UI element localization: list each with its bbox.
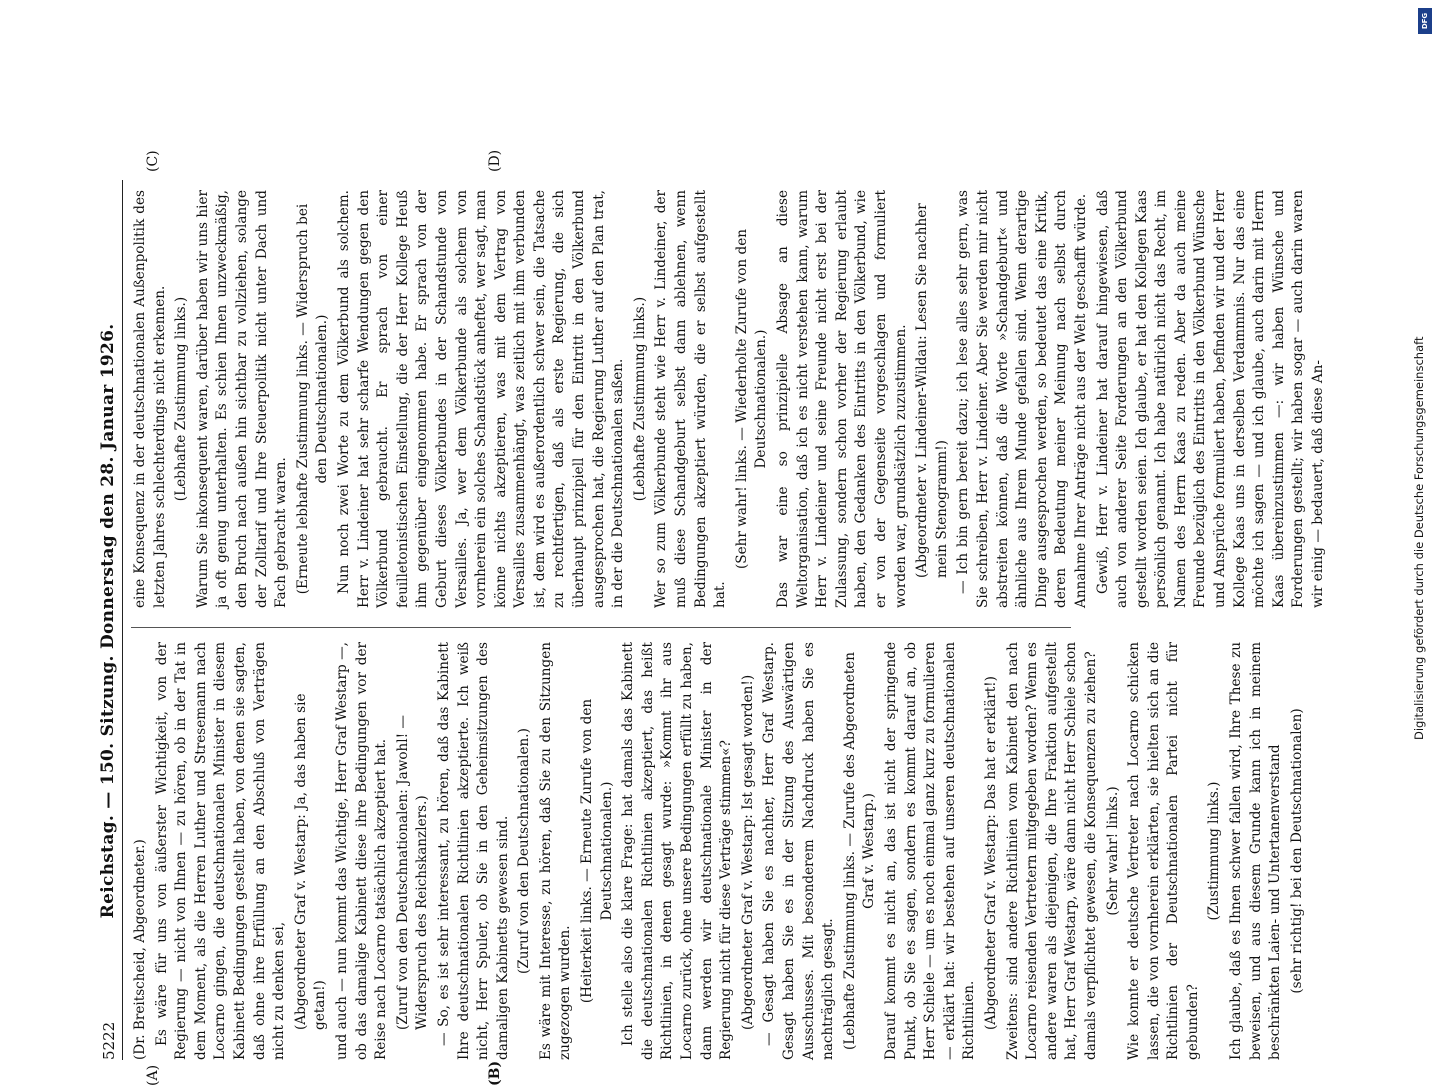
- left-column-paragraph: Es wäre für uns von äußerster Wichtigkeit, von der Regierung — nicht von Ihnen — zu hören, ob in der Tat in dem Moment, als die Herren Luther und Stresemann nach Locarno gingen, die deutschnationalen Minister in diesem Kabinett Bedingungen gestellt haben, von denen sie sagten, daß ohne ihre Erfüllung an den Abschluß von Verträgen nicht zu denken sei,: [153, 642, 288, 1060]
- left-column-paragraph: (sehr richtig! bei den Deutschnationalen): [1288, 708, 1305, 994]
- dfg-logo-text: DFG: [1421, 12, 1429, 30]
- margin-mark-c: (C): [145, 150, 161, 172]
- left-column-paragraph: Wie konnte er deutsche Vertreter nach Locarno schicken lassen, die von vornherein erklärten, sie hielten sich an die Richtlinien der Deutschnationalen Partei nicht für gebunden?: [1126, 642, 1201, 1060]
- right-column-paragraph: (Erneute lebhafte Zustimmung links. — Widerspruch bei den Deutschnationalen.): [294, 203, 331, 595]
- right-column-paragraph: (Abgeordneter v. Lindeiner-Wildau: Lesen Sie nachher mein Stenogramm!): [914, 203, 950, 578]
- left-column-paragraph: Darauf kommt es nicht an, das ist nicht der springende Punkt, ob Sie es sagen, sondern es kommt darauf an, ob Herr Schiele — um es noch einmal ganz kurz zu formulieren — erklärt hat: wir bestehen auf unseren deutschnationalen Richtlinien.: [882, 642, 978, 1060]
- left-column-paragraph: Zweitens: sind andere Richtlinien vom Kabinett den nach Locarno reisenden Vertretern mitgegeben worden? Wenn es andere waren als diejenigen, die Ihre Fraktion aufgestellt hat, Herr Graf Westarp, wäre dann nicht Herr Schiele schon damals verpflichtet gewesen, die Konsequenzen zu ziehen?: [1004, 642, 1099, 1060]
- margin-mark-b: (B): [487, 1060, 503, 1086]
- left-column-paragraph: Ich stelle also die klare Frage: hat damals das Kabinett die deutschnationalen Richtlinien akzeptiert, das heißt Richtlinien, in denen gesagt wurde: »Kommt ihr aus Locarno zurück, ohne unsere Bedingungen erfüllt zu haben, dann werden wir deutschnationale Minister in der Regierung nicht für diese Verträge stimmen«?: [620, 642, 735, 1060]
- page-header: [85, 180, 123, 1060]
- credit-text: Digitalisierung gefördert durch die Deutsche Forschungsgemeinschaft: [1412, 336, 1426, 740]
- page-title: Reichstag. — 150. Sitzung. Donnerstag den 28. Januar 1926.: [98, 323, 118, 919]
- column-divider: [131, 627, 1071, 628]
- left-column: [131, 642, 1305, 1060]
- right-column-paragraph: (Lebhafte Zustimmung links.): [173, 296, 190, 502]
- margin-mark-a: (A): [145, 1064, 161, 1086]
- margin-mark-d: (D): [487, 149, 503, 172]
- left-column-paragraph: (Abgeordneter Graf v. Westarp: Ist gesagt worden!): [739, 674, 756, 1030]
- left-column-paragraph: Es wäre mit Interesse, zu hören, daß Sie zu den Sitzungen zugezogen wurden.: [537, 642, 574, 1060]
- right-column-paragraph: Warum Sie inkonsequent waren, darüber haben wir uns hier ja oft genug unterhalten. Es schien Ihnen unzweckmäßig, den Bruch nach außen hin sichtbar zu vollziehen, solange der Zolltarif und Ihre Steuerpolitik nicht unter Dach und Fach gebracht waren.: [194, 190, 290, 608]
- dfg-logo: [1418, 8, 1432, 34]
- left-column-paragraph: — Gesagt haben Sie es nachher, Herr Graf Westarp. Gesagt haben Sie es in der Sitzung des Auswärtigen Ausschusses. Mit besonderem Nachdruck haben Sie es nachträglich gesagt.: [761, 642, 837, 1060]
- left-column-paragraph: (Sehr wahr! links.): [1104, 786, 1121, 916]
- left-column-paragraph: (Zuruf von den Deutschnationalen: Jawohl! — Widerspruch des Reichskanzlers.): [394, 715, 431, 1030]
- right-column-paragraph: Wer so zum Völkerbunde steht wie Herr v. Lindeiner, der muß diese Schandgeburt selbst dann ablehnen, wenn Bedingungen akzeptiert würden, die er selbst aufgestellt hat.: [653, 190, 729, 608]
- left-column-paragraph: (Zustimmung links.): [1206, 781, 1223, 921]
- right-column-paragraph: — Ich bin gern bereit dazu; ich lese alles sehr gern, was Sie schreiben, Herr v. Lindeiner. Aber Sie werden mir nicht abstreiten können, daß die Worte »Schandgeburt« und ähnliche aus Ihrem Munde gefallen sind. Wenn derartige Dinge ausgesprochen werden, so bedeutet das eine Kritik, deren Bedeutung meiner Meinung nach selbst durch Annahme Ihrer Anträge nicht aus der Welt geschafft würde.: [955, 190, 1089, 608]
- digitization-credit: [1404, 0, 1434, 1000]
- left-column-paragraph: — So, es ist sehr interessant, zu hören, daß das Kabinett Ihre deutschnationalen Richtlinien akzeptierte. Ich weiß nicht, Herr Spuler, ob Sie in den Geheimsitzungen des damaligen Kabinetts gewesen sind.: [435, 642, 511, 1060]
- page-number: 5222: [100, 1021, 118, 1060]
- right-column-paragraph: Nun noch zwei Worte zu dem Völkerbund als solchem. Herr v. Lindeiner hat sehr scharfe Wendungen gegen den Völkerbund gebraucht. Er sprach von einer feuilletonistischen Einstellung, die der Herr Kollege Heuß ihm gegenüber eingenommen habe. Er sprach von der Geburt dieses Völkerbundes in der Schandstunde von Versailles. Ja, wer dem Völkerbunde als solchem von vornherein ein solches Schandstück anheftet, wer sagt, man könne nichts akzeptieren, was mit dem Vertrag von Versailles zusammenhängt, was zeitlich mit ihm verbunden ist, dem wird es außerordentlich schwer sein, die Tatsache zu rechtfertigen, daß als erste Regierung, die sich überhaupt prinzipiell für den Eintritt in den Völkerbund ausgesprochen hat, die Regierung Luther auf den Plan trat, in der die Deutschnationalen saßen.: [335, 190, 627, 608]
- right-column-paragraph: (Sehr wahr! links. — Wiederholte Zurufe von den Deutschnationalen.): [733, 229, 770, 570]
- rotated-page: [85, 149, 1327, 1086]
- right-column-paragraph: Gewiß, Herr v. Lindeiner hat darauf hingewiesen, daß auch von anderer Seite Forderungen an den Völkerbund gestellt worden seien. Ich glaube, er hat den Kollegen Kaas persönlich genannt. Ich habe natürlich nicht das Recht, im Namen des Herrn Kaas zu reden. Aber da auch meine Freunde bezüglich des Eintritts in den Völkerbund Wünsche und Ansprüche formuliert haben, befinden wir und der Herr Kollege Kaas uns in derselben Verdammnis. Nur das eine möchte ich sagen — und ich glaube, auch darin mit Herrn Kaas übereinzustimmen —: wir haben Wünsche und Forderungen gestellt; wir haben sogar — auch darin waren wir einig — bedauert, daß diese An-: [1094, 190, 1327, 608]
- left-column-paragraph: Ich glaube, daß es Ihnen schwer fallen wird, Ihre These zu beweisen, und aus diesem Grunde kann ich in meinem beschränkten Laien- und Untertanenverstand: [1228, 642, 1284, 1060]
- right-column: [131, 190, 1327, 608]
- left-column-paragraph: (Heiterkeit links. — Erneute Zurufe von den Deutschnationalen.): [579, 698, 615, 1004]
- left-column-paragraph: und auch — nun kommt das Wichtige, Herr Graf Westarp —, ob das damalige Kabinett diese ihre Bedingungen vor der Reise nach Locarno tatsächlich akzeptiert hat.: [333, 642, 390, 1060]
- left-column-paragraph: (Abgeordneter Graf v. Westarp: Ja, das haben sie getan!): [292, 693, 329, 1030]
- right-column-paragraph: (Lebhafte Zustimmung links.): [631, 296, 648, 502]
- right-column-paragraph: Das war eine so prinzipielle Absage an diese Weltorganisation, daß ich es nicht verstehen kann, warum Herr v. Lindeiner und seine Freunde nicht erst bei der Zulassung, sondern schon vorher der Regierung erlaubt haben, den Gedanken des Eintritts in den Völkerbund, wie er von der Gegenseite vorgeschlagen und formuliert worden war, grundsätzlich zuzustimmen.: [775, 190, 909, 608]
- right-column-paragraph: eine Konsequenz in der deutschnationalen Außenpolitik des letzten Jahres schlechterdings nicht erkennen.: [132, 190, 168, 608]
- left-column-paragraph: (Zuruf von den Deutschnationalen.): [516, 728, 533, 974]
- left-column-paragraph: (Lebhafte Zustimmung links. — Zurufe des Abgeordneten Graf v. Westarp.): [841, 652, 878, 1050]
- left-column-paragraph: (Dr. Breitscheid, Abgeordneter.): [132, 839, 148, 1060]
- left-column-paragraph: (Abgeordneter Graf v. Westarp: Das hat er erklärt!): [982, 676, 999, 1030]
